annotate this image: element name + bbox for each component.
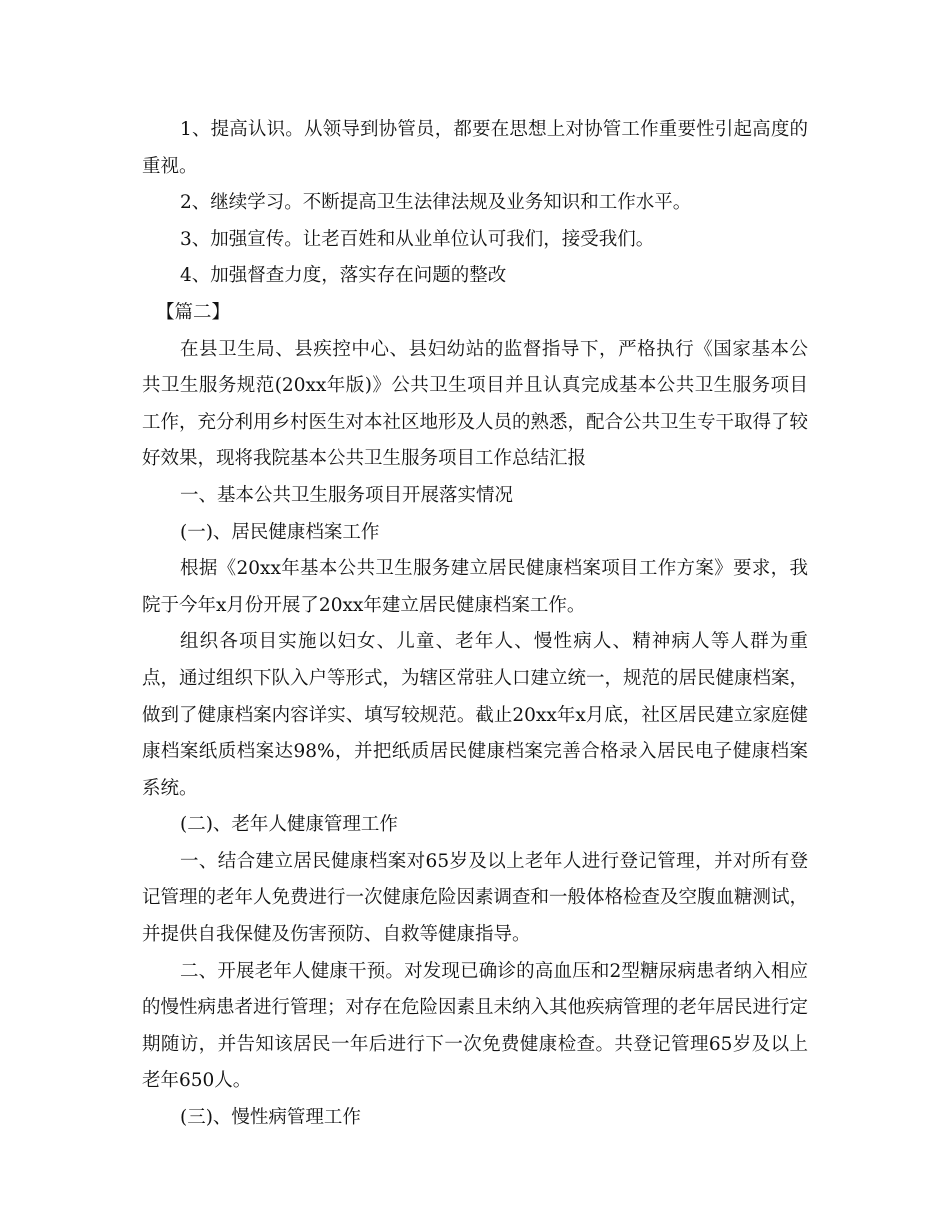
heading-health-records: (一)、居民健康档案工作 xyxy=(180,521,380,543)
paragraph-elderly-registration: 一、结合建立居民健康档案对65岁及以上老年人进行登记管理，并对所有登记管理的老年人免费进行一次健康危险因素调查和一般体格检查及空腹血糖测试，并提供自我保健及伤害预防、自救等健康指导。 xyxy=(142,850,809,946)
heading-elderly-management: (二)、老年人健康管理工作 xyxy=(180,814,398,836)
document-body xyxy=(142,112,808,1137)
section-heading-part-two: 【篇二】 xyxy=(156,301,231,323)
paragraph-elderly-intervention: 二、开展老年人健康干预。对发现已确诊的高血压和2型糖尿病患者纳入相应的慢性病患者进行管理；对存在危险因素且未纳入其他疾病管理的老年居民进行定期随访，并告知该居民一年后进行下一次免费健康检查。共登记管理65岁及以上老年650人。 xyxy=(142,960,809,1092)
paragraph-point-3: 3、加强宣传。让老百姓和从业单位认可我们，接受我们。 xyxy=(180,228,655,250)
heading-chronic-disease: (三)、慢性病管理工作 xyxy=(180,1107,361,1129)
paragraph-point-2: 2、继续学习。不断提高卫生法律法规及业务知识和工作水平。 xyxy=(180,192,692,214)
paragraph-point-4: 4、加强督查力度，落实存在问题的整改 xyxy=(180,265,507,287)
paragraph-intro: 在县卫生局、县疾控中心、县妇幼站的监督指导下，严格执行《国家基本公共卫生服务规范(20xx年版)》公共卫生项目并且认真完成基本公共卫生服务项目工作，充分利用乡村医生对本社区地形及人员的熟悉，配合公共卫生专干取得了较好效果，现将我院基本公共卫生服务项目工作总结汇报 xyxy=(142,338,809,470)
paragraph-point-1: 1、提高认识。从领导到协管员，都要在思想上对协管工作重要性引起高度的重视。 xyxy=(142,119,808,177)
paragraph-health-records-detail: 组织各项目实施以妇女、儿童、老年人、慢性病人、精神病人等人群为重点，通过组织下队入户等形式，为辖区常驻人口建立统一，规范的居民健康档案，做到了健康档案内容详实、填写较规范。截止20xx年x月底，社区居民建立家庭健康档案纸质档案达98%，并把纸质居民健康档案完善合格录入居民电子健康档案系统。 xyxy=(142,631,809,799)
heading-level-1: 一、基本公共卫生服务项目开展落实情况 xyxy=(180,484,514,506)
paragraph-health-records-plan: 根据《20xx年基本公共卫生服务建立居民健康档案项目工作方案》要求，我院于今年x月份开展了20xx年建立居民健康档案工作。 xyxy=(142,558,808,616)
